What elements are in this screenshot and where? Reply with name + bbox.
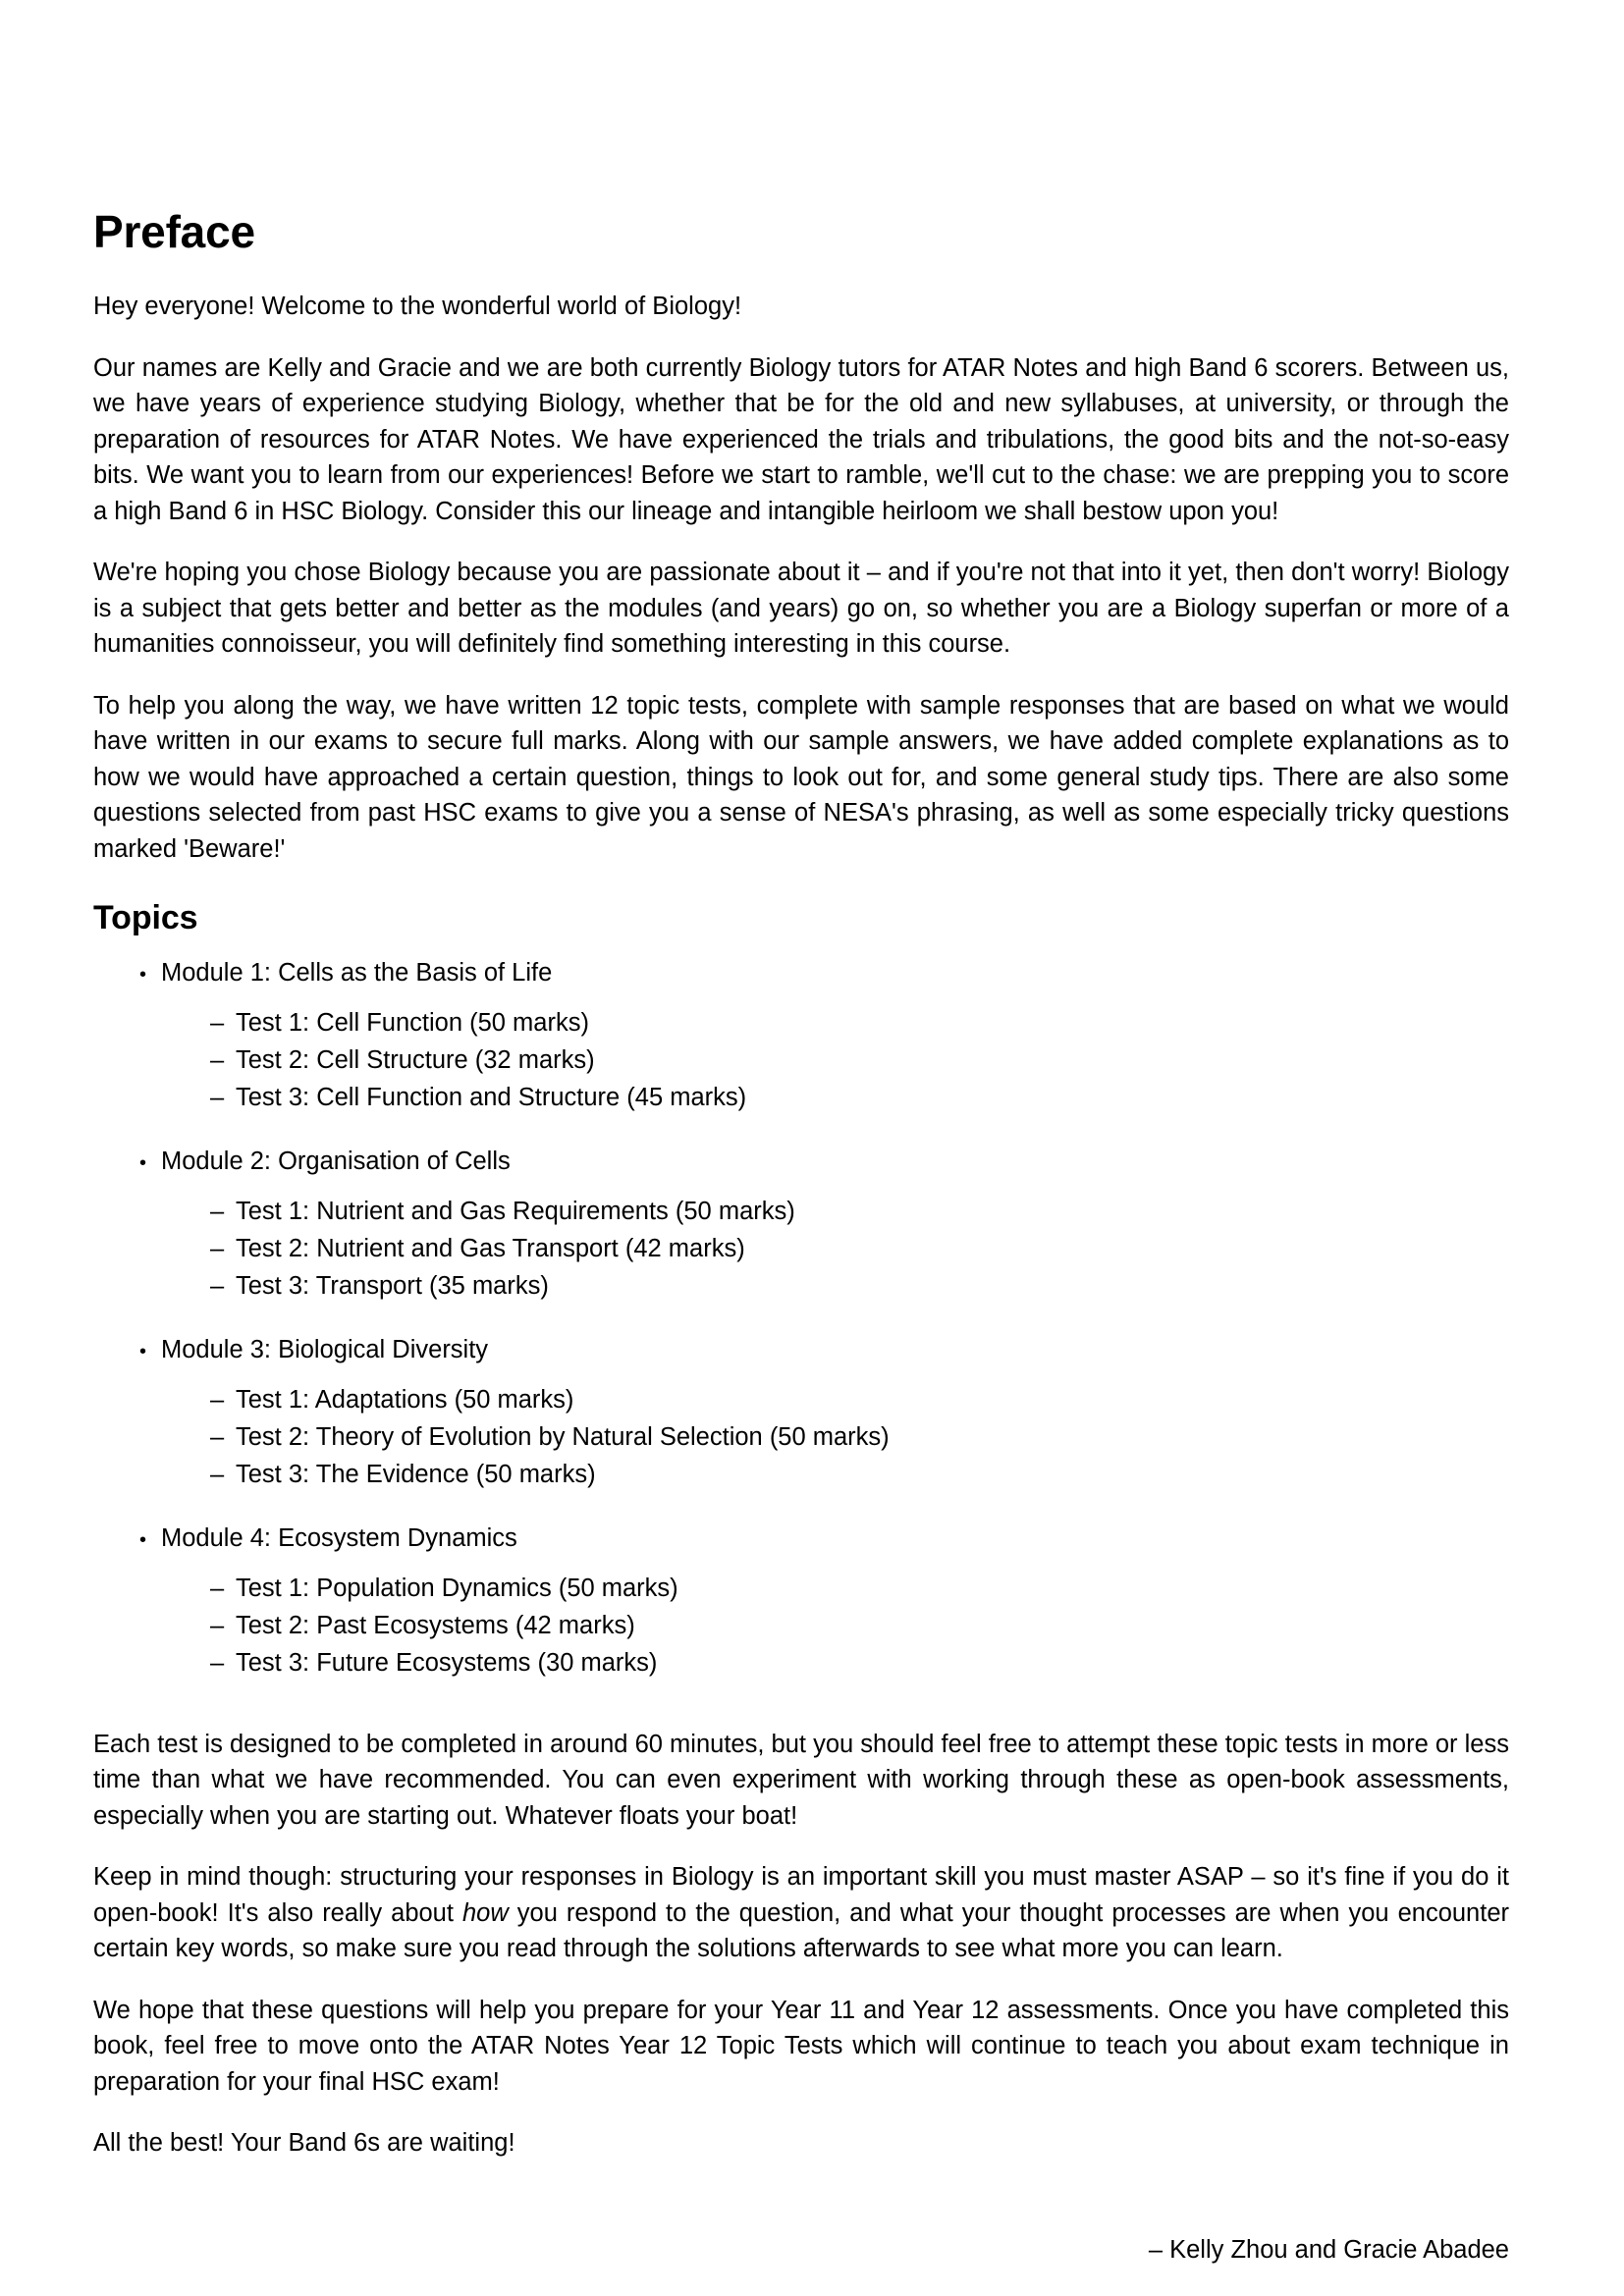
paragraph-topic-tests: To help you along the way, we have written 12 topic tests, complete with sample responses that are based on what we would have written in our exams to secure full marks. Along with our sample answers, we have added complete explanations as to how we would have approached a certain question, things to look out for, and some general study tips. There are also some questions selected from past HSC exams to give you a sense of NESA's phrasing, as well as some especially tricky questions marked 'Beware!' (93, 691, 1509, 863)
paragraph-authors: Our names are Kelly and Gracie and we are both currently Biology tutors for ATAR Notes and high Band 6 scorers. Between us, we have years of experience studying Biology, whether that be for the old and new syllabuses, at university, or through the preparation of resources for ATAR Notes. We have experienced the trials and tribulations, the good bits and the not-so-easy bits. We want you to learn from our experiences! Before we start to ramble, we'll cut to the chase: we are prepping you to score a high Band 6 in HSC Biology. Consider this our lineage and intangible heirloom we shall bestow upon you! (93, 353, 1509, 525)
test-item (93, 1456, 1509, 1493)
module-row (93, 1140, 1509, 1185)
dash-icon: – (210, 1234, 225, 1262)
bullet-icon: • (139, 1340, 147, 1362)
dash-icon: – (210, 1422, 225, 1451)
test-item (93, 1381, 1509, 1418)
test-item (93, 1004, 1509, 1041)
test-item (93, 1570, 1509, 1607)
test-label: Test 3: The Evidence (50 marks) (236, 1460, 596, 1488)
dash-icon: – (210, 1083, 225, 1111)
test-item (93, 1230, 1509, 1267)
test-label: Test 2: Cell Structure (32 marks) (236, 1045, 595, 1074)
bullet-icon: • (139, 1151, 147, 1174)
test-item (93, 1041, 1509, 1079)
test-item (93, 1079, 1509, 1116)
module-label: Module 4: Ecosystem Dynamics (161, 1523, 517, 1552)
paragraph-structuring-part-b: you respond to the question, and what your thought processes are when you encounter certain key words, so make sure you read through the solutions afterwards to see what more you can learn. (93, 1898, 1510, 1963)
paragraph-structuring-part-a: Keep in mind though: structuring your responses in Biology is an important skill you must master ASAP – so it's fine if you do it open-book! It's also really about (93, 1863, 1509, 1927)
test-label: Test 2: Past Ecosystems (42 marks) (236, 1611, 635, 1639)
dash-icon: – (210, 1008, 225, 1037)
test-label: Test 1: Nutrient and Gas Requirements (50 marks) (236, 1197, 795, 1225)
bullet-icon: • (139, 1528, 147, 1551)
test-item (93, 1607, 1509, 1644)
test-label: Test 3: Future Ecosystems (30 marks) (236, 1648, 658, 1677)
paragraph-farewell: All the best! Your Band 6s are waiting! (93, 2129, 515, 2158)
test-list (93, 1381, 1509, 1493)
test-label: Test 1: Adaptations (50 marks) (236, 1385, 574, 1414)
test-label: Test 3: Cell Function and Structure (45 marks) (236, 1083, 747, 1111)
paragraph-closing: We hope that these questions will help you prepare for your Year 11 and Year 12 assessments. Once you have completed this book, feel free to move onto the ATAR Notes Year 12 Topic Tests which will continue to teach you about exam technique in preparation for your final HSC exam! (93, 1996, 1509, 2096)
module-item (93, 1328, 1509, 1493)
dash-icon: – (210, 1460, 225, 1488)
test-label: Test 3: Transport (35 marks) (236, 1271, 549, 1300)
dash-icon: – (210, 1574, 225, 1602)
module-row (93, 1517, 1509, 1562)
dash-icon: – (210, 1197, 225, 1225)
signature: – Kelly Zhou and Gracie Abadee (1148, 2235, 1509, 2264)
test-list (93, 1570, 1509, 1682)
test-item (93, 1193, 1509, 1230)
module-label: Module 2: Organisation of Cells (161, 1147, 511, 1175)
module-item (93, 951, 1509, 1116)
topics-module-list (93, 951, 1509, 1682)
test-list (93, 1193, 1509, 1305)
dash-icon: – (210, 1271, 225, 1300)
dash-icon: – (210, 1648, 225, 1677)
test-item (93, 1644, 1509, 1682)
test-label: Test 1: Population Dynamics (50 marks) (236, 1574, 678, 1602)
dash-icon: – (210, 1385, 225, 1414)
module-row (93, 1328, 1509, 1373)
test-label: Test 1: Cell Function (50 marks) (236, 1008, 589, 1037)
module-row (93, 951, 1509, 996)
module-label: Module 3: Biological Diversity (161, 1335, 489, 1363)
test-label: Test 2: Theory of Evolution by Natural Selection (50 marks) (236, 1422, 890, 1451)
document-body (93, 208, 1509, 2268)
paragraph-structuring (93, 1859, 1509, 1967)
test-item (93, 1418, 1509, 1456)
dash-icon: – (210, 1611, 225, 1639)
dash-icon: – (210, 1045, 225, 1074)
topics-heading: Topics (93, 899, 198, 937)
emphasis-how: how (461, 1898, 509, 1927)
test-list (93, 1004, 1509, 1116)
bullet-icon: • (139, 963, 147, 986)
test-item (93, 1267, 1509, 1305)
intro-paragraph: Hey everyone! Welcome to the wonderful world of Biology! (93, 293, 742, 321)
test-label: Test 2: Nutrient and Gas Transport (42 marks) (236, 1234, 745, 1262)
paragraph-passion: We're hoping you chose Biology because you are passionate about it – and if you're not that into it yet, then don't worry! Biology is a subject that gets better and better as the modules (and years) go on, so whether you are a Biology superfan or more of a humanities connoisseur, you will definitely find something interesting in this course. (93, 559, 1509, 659)
paragraph-duration: Each test is designed to be completed in around 60 minutes, but you should feel free to attempt these topic tests in more or less time than what we have recommended. You can even experiment with working through these as open-book assessments, especially when you are starting out. Whatever floats your boat! (93, 1730, 1509, 1830)
spacer (93, 1705, 1509, 1727)
module-label: Module 1: Cells as the Basis of Life (161, 958, 553, 987)
page-title: Preface (93, 206, 255, 257)
module-item (93, 1517, 1509, 1682)
module-item (93, 1140, 1509, 1305)
